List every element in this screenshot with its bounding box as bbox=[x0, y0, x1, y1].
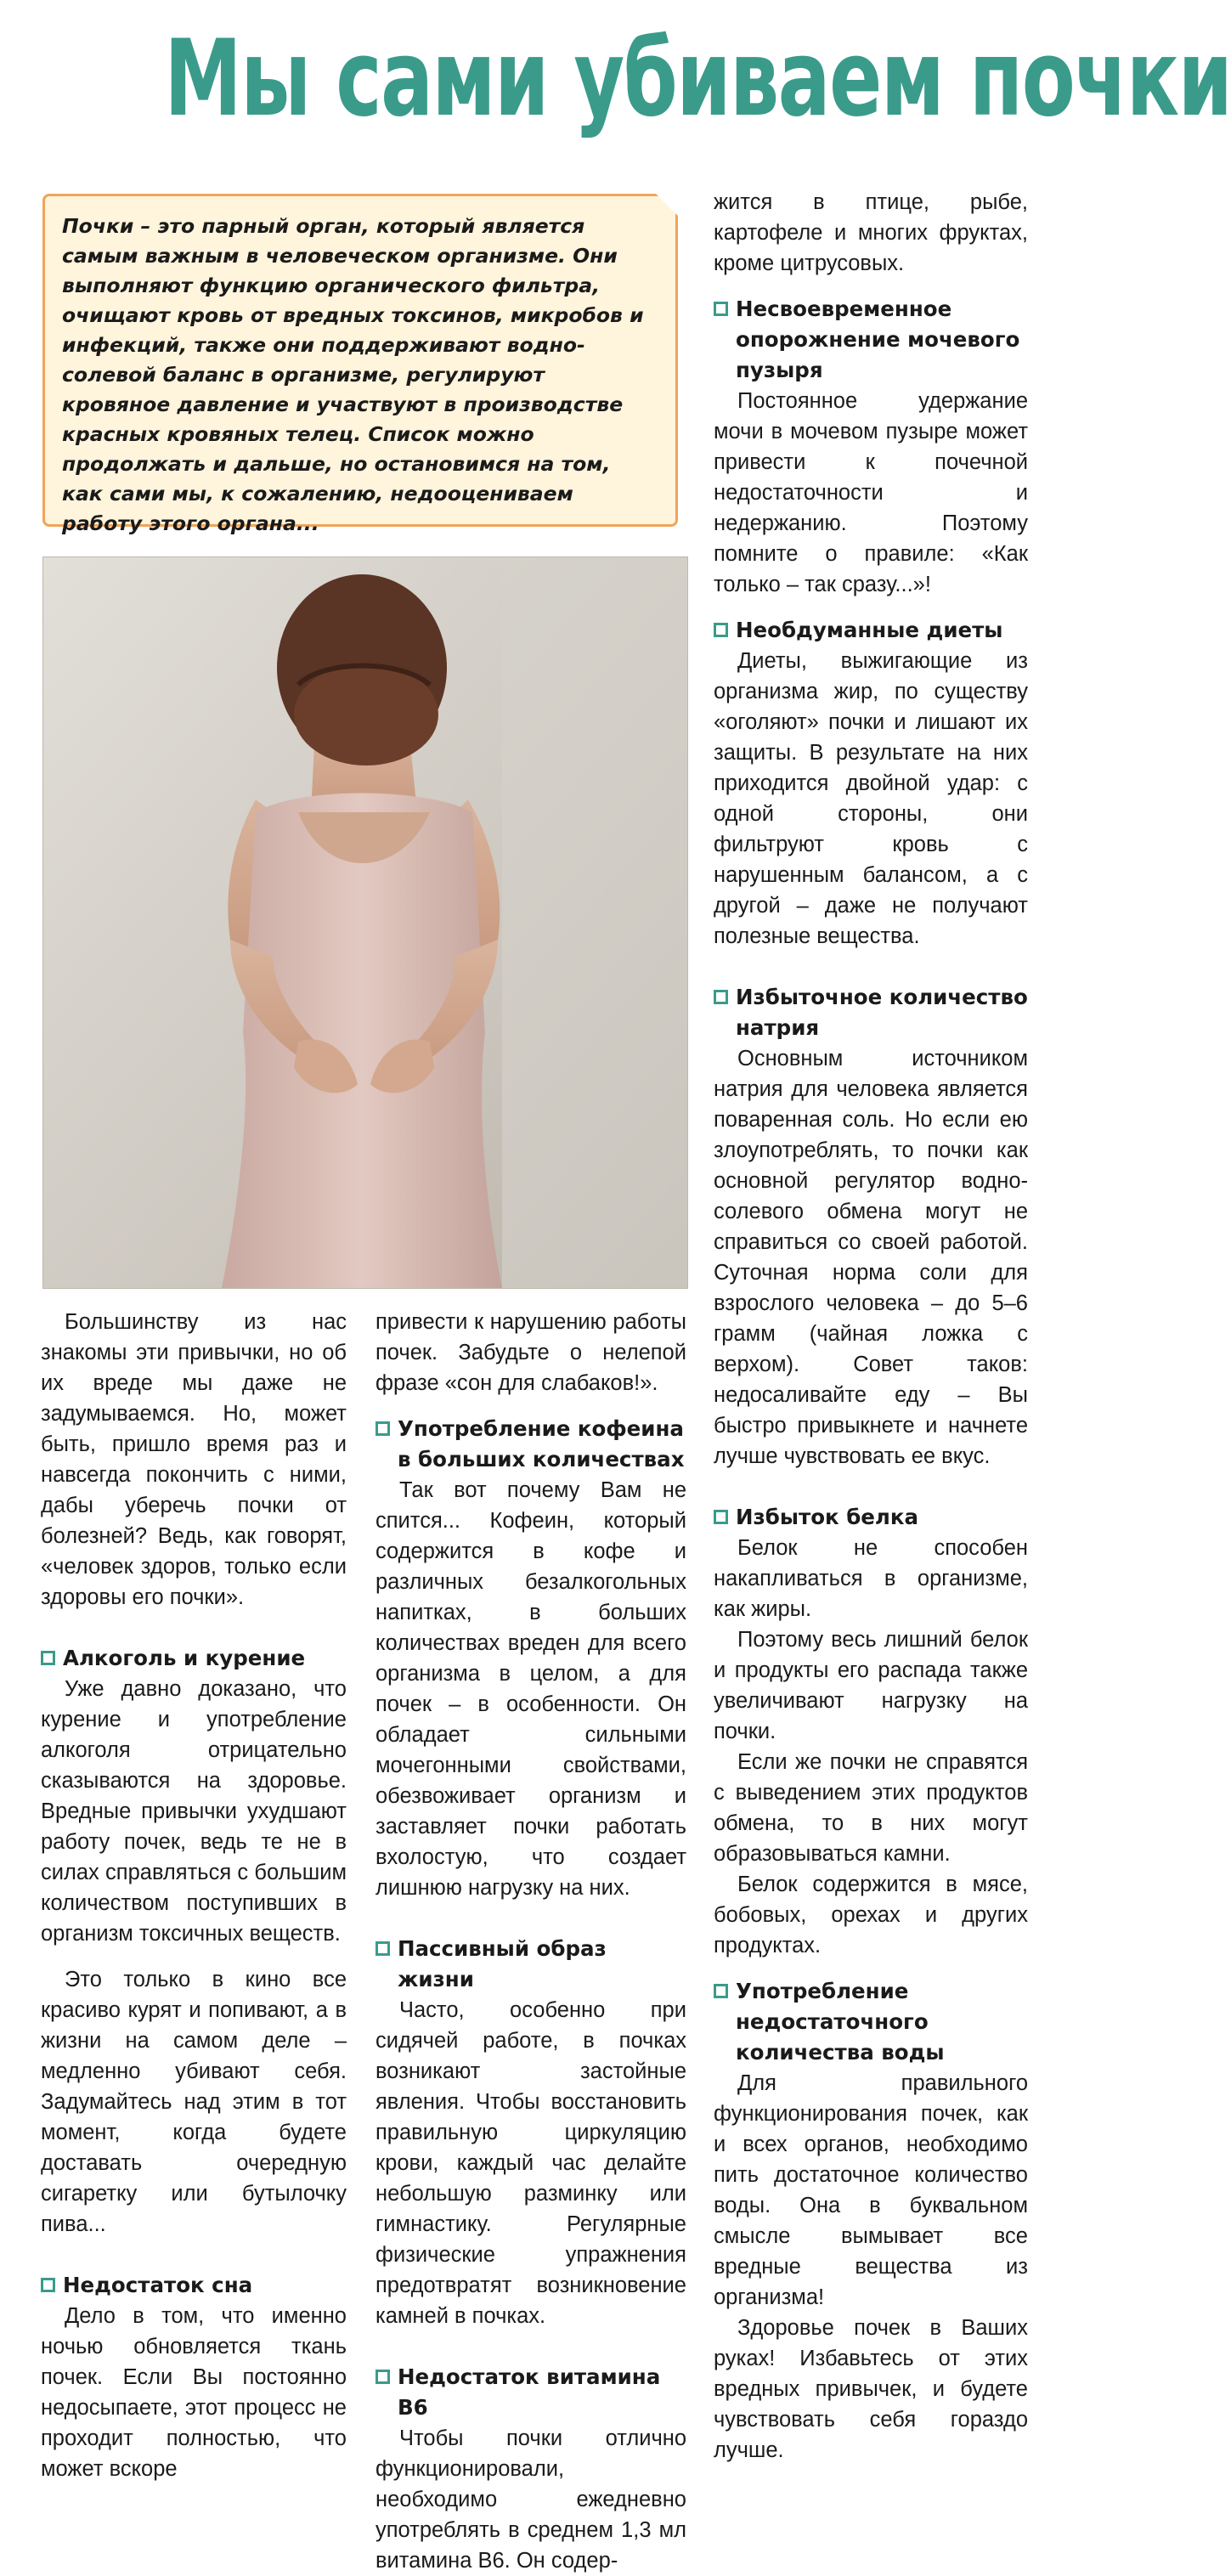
heading-passive bbox=[376, 1934, 686, 1995]
bullet-square-icon bbox=[41, 2278, 55, 2292]
bullet-square-icon bbox=[376, 1421, 390, 1436]
bullet-square-icon bbox=[714, 302, 728, 316]
protein-paragraph-4: Белок содержится в мясе, бобовых, орехах и других продуктах. bbox=[714, 1873, 1028, 1957]
coffee-paragraph: Так вот почему Вам не спится... Кофеин, который содержится в кофе и различных безалкогольных напитках, в больших количествах вреден для всего организма в целом, а для почек – в особенности. Он обладает сильными мочегонными свойствами, обезвоживает организм и заставляет почки работать вхолостую, что создает лишнюю нагрузку на них. bbox=[376, 1478, 686, 1900]
heading-water-text: Употребление недостаточного количества воды bbox=[736, 1979, 945, 2065]
heading-alcohol-text: Алкоголь и курение bbox=[63, 1646, 306, 1670]
photo-woman-back-pain bbox=[42, 556, 688, 1289]
bullet-square-icon bbox=[714, 990, 728, 1004]
column-2 bbox=[376, 1307, 686, 2576]
heading-alcohol bbox=[41, 1643, 347, 1674]
heading-protein bbox=[714, 1502, 1028, 1533]
heading-water bbox=[714, 1976, 1028, 2068]
heading-sodium bbox=[714, 982, 1028, 1043]
heading-sleep-text: Недостаток сна bbox=[63, 2273, 253, 2297]
column-1 bbox=[41, 1307, 347, 2484]
heading-protein-text: Избыток белка bbox=[736, 1505, 919, 1529]
alcohol-paragraph-1: Уже давно доказано, что курение и употребление алкоголя отрицательно сказываются на здоровье. Вредные привычки ухудшают работу почек, ведь те не в силах справляться с большим количеством поступивших в организм токсичных веществ. bbox=[41, 1677, 347, 1946]
intro-box: Почки – это парный орган, который является самым важным в человеческом организме. Они выполняют функцию органического фильтра, очищают кровь от вредных токсинов, микробов и инфекций, также они поддерживают водно-солевой баланс в организме, регулируют кровяное давление и участвуют в производстве красных кровяных телец. Список можно продолжать и дальше, но остановимся на том, как сами мы, к сожалению, недооцениваем работу этого органа... bbox=[42, 194, 678, 527]
heading-b6-text: Недостаток витамина В6 bbox=[398, 2364, 661, 2420]
heading-sodium-text: Избыточное количество натрия bbox=[736, 985, 1028, 1040]
heading-diets-text: Необдуманные диеты bbox=[736, 618, 1003, 642]
heading-coffee-text: Употребление кофеина в больших количествах bbox=[398, 1416, 685, 1472]
bullet-square-icon bbox=[714, 1984, 728, 1998]
col2-continuation: привести к нарушению работы почек. Забудьте о нелепой фразе «сон для слабаков!». bbox=[376, 1310, 686, 1395]
heading-passive-text: Пассивный образ жизни bbox=[398, 1936, 607, 1991]
photo-illustration bbox=[43, 557, 687, 1288]
water-paragraph-2: Здоровье почек в Ваших руках! Избавьтесь от этих вредных привычек, и будете чувствовать себя гораздо лучше. bbox=[714, 2316, 1028, 2462]
sleep-paragraph: Дело в том, что именно ночью обновляется ткань почек. Если Вы постоянно недосыпаете, этот процесс не проходит полностью, что может вскоре bbox=[41, 2304, 347, 2481]
bullet-square-icon bbox=[714, 623, 728, 637]
heading-coffee bbox=[376, 1414, 686, 1475]
heading-bladder bbox=[714, 294, 1028, 386]
alcohol-paragraph-2: Это только в кино все красиво курят и попивают, а в жизни на самом деле – медленно убивают себя. Задумайтесь над этим в тот момент, когда будете доставать очередную сигаретку или бутылочку пива... bbox=[41, 1968, 347, 2236]
sodium-paragraph: Основным источником натрия для человека является поваренная соль. Но если ею злоупотреблять, то почки как основной регулятор водно-солевого обмена могут не справиться со своей работой. Суточная норма соли для взрослого человека – до 5–6 грамм (чайная ложка с верхом). Совет таков: недосаливайте еду – Вы быстро привыкнете и начнете лучше чувствовать ее вкус. bbox=[714, 1047, 1028, 1468]
diets-paragraph: Диеты, выжигающие из организма жир, по существу «оголяют» почки и лишают их защиты. В результате на них приходится двойной удар: с одной стороны, они фильтруют кровь с нарушенным балансом, а с другой – даже не получают полезные вещества. bbox=[714, 649, 1028, 948]
bullet-square-icon bbox=[41, 1651, 55, 1665]
col3-continuation: жится в птице, рыбе, картофеле и многих фруктах, кроме цитрусовых. bbox=[714, 190, 1028, 275]
heading-bladder-text: Несвоевременное опорожнение мочевого пузыря bbox=[736, 297, 1020, 382]
bladder-paragraph: Постоянное удержание мочи в мочевом пузыре может привести к почечной недостаточности и недержанию. Поэтому помните о правиле: «Как только – так сразу...»! bbox=[714, 389, 1028, 596]
heading-b6 bbox=[376, 2362, 686, 2423]
protein-paragraph-3: Если же почки не справятся с выведением этих продуктов обмена, то в них могут образовываться камни. bbox=[714, 1750, 1028, 1866]
protein-paragraph-2: Поэтому весь лишний белок и продукты его распада также увеличивают нагрузку на почки. bbox=[714, 1628, 1028, 1743]
bullet-square-icon bbox=[376, 1941, 390, 1956]
heading-diets bbox=[714, 615, 1028, 646]
water-paragraph-1: Для правильного функционирования почек, как и всех органов, необходимо пить достаточное количество воды. Она в буквальном смысле вымывает все вредные вещества из организма! bbox=[714, 2071, 1028, 2309]
passive-paragraph: Часто, особенно при сидячей работе, в почках возникают застойные явления. Чтобы восстановить правильную циркуляцию крови, каждый час делайте небольшую разминку или гимнастику. Регулярные физические упражнения предотвратят возникновение камней в почках. bbox=[376, 1998, 686, 2328]
col1-intro-paragraph: Большинству из нас знакомы эти привычки, но об их вреде мы даже не задумываемся. Но, может быть, пришло время раз и навсегда покончить с ними, дабы уберечь почки от болезней? Ведь, как говорят, «человек здоров, только если здоровы его почки». bbox=[41, 1310, 347, 1609]
article-title: Мы сами убиваем почки bbox=[164, 18, 1231, 140]
bullet-square-icon bbox=[376, 2370, 390, 2384]
column-3 bbox=[714, 187, 1028, 2466]
heading-sleep bbox=[41, 2270, 347, 2301]
bullet-square-icon bbox=[714, 1510, 728, 1524]
b6-paragraph: Чтобы почки отлично функционировали, необходимо ежедневно употреблять в среднем 1,3 мл витамина В6. Он содер- bbox=[376, 2426, 686, 2573]
protein-paragraph-1: Белок не способен накапливаться в организме, как жиры. bbox=[714, 1536, 1028, 1621]
